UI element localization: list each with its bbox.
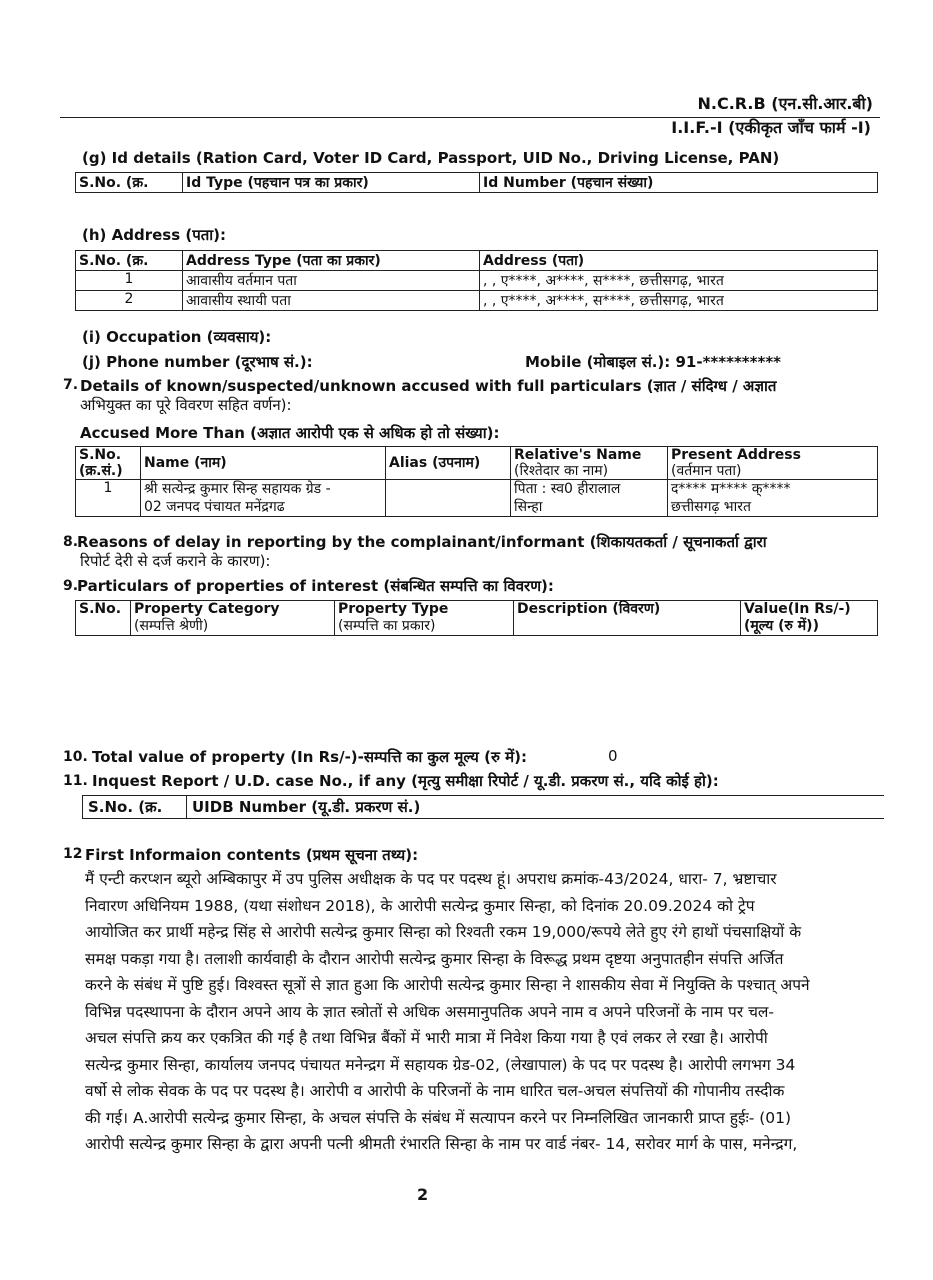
col-id-type: Id Type (पहचान पत्र का प्रकार) <box>183 173 480 193</box>
row-name-line1: श्री सत्येन्द्र कुमार सिन्ह सहायक ग्रेड - <box>144 481 331 497</box>
paragraph-line: आयोजित कर प्रार्थी महेन्द्र सिंह से आरोपी सत्येन्द्र कुमार सिन्हा को रिश्वती रकम 19,000/रूपये लेते हुए रंगे हाथों पंचसाक्षियों के <box>85 923 802 941</box>
id-details-table <box>75 172 878 193</box>
paragraph-line: आरोपी सत्येन्द्र कुमार सिन्हा के द्वारा अपनी पत्नी श्रीमती रंभारति सिन्हा के नाम पर वार्ड नंबर- 14, सरोवर मार्ग के पास, मनेन्द्रग, <box>85 1135 798 1153</box>
section-j-title: (j) Phone number (दूरभाष सं.): <box>82 353 313 371</box>
paragraph-line: सत्येन्द्र कुमार सिन्हा, कार्यालय जनपद पंचायत मनेन्द्रग में सहायक ग्रेड-02, (लेखापाल) के पद पर पदस्थ है। आरोपी लगभग 34 <box>85 1055 796 1074</box>
row-sno: 1 <box>76 480 141 517</box>
section-11-number: 11. <box>63 773 88 789</box>
col-property-type <box>335 601 514 636</box>
row-sno: 2 <box>76 291 183 311</box>
table-row <box>76 480 878 517</box>
col-category-hi: (सम्पत्ति श्रेणी) <box>134 618 209 634</box>
col-alias: Alias (उपनाम) <box>386 447 511 480</box>
col-value-hi: (मूल्य (रु में)) <box>744 618 819 634</box>
col-sno: S.No. (क्र. <box>76 173 183 193</box>
section-9-number: 9. <box>63 578 79 594</box>
accused-more-than: Accused More Than (अज्ञात आरोपी एक से अधिक हो तो संख्या): <box>80 424 500 442</box>
ud-table-divider <box>186 795 187 819</box>
properties-table <box>75 600 878 636</box>
table-row <box>76 291 878 311</box>
row-alias <box>386 480 511 517</box>
row-relative-line2: सिन्हा <box>514 499 543 515</box>
ud-col-sno: S.No. (क्र. <box>88 798 163 816</box>
row-address-line1: द**** म**** क्**** <box>671 481 791 497</box>
row-type: आवासीय स्थायी पता <box>183 291 480 311</box>
col-address-hi: (वर्तमान पता) <box>671 463 742 479</box>
ud-table-top <box>82 795 884 796</box>
row-sno: 1 <box>76 271 183 291</box>
row-address: , , ए****, अ****, स****, छत्तीसगढ़, भारत <box>480 291 878 311</box>
paragraph-line: की गई। A.आरोपी सत्येन्द्र कुमार सिन्हा, के अचल संपत्ति के संबंध में सत्यापन करने पर निम्नलिखित जानकारी प्राप्त हुईः- (01) <box>85 1108 792 1127</box>
address-table <box>75 250 878 311</box>
col-relative-en: Relative's Name <box>514 447 642 463</box>
col-category-en: Property Category <box>134 601 280 617</box>
col-sno-en: S.No. <box>79 447 122 463</box>
paragraph-line: मैं एन्टी करप्शन ब्यूरो अम्बिकापुर में उप पुलिस अधीक्षक के पद पर पदस्थ हूं। अपराध क्रमांक-43/2024, धारा- 7, भ्रष्टाचार <box>85 870 777 888</box>
col-sno: S.No. <box>76 601 131 636</box>
col-present-address <box>668 447 878 480</box>
section-8-title: Reasons of delay in reporting by the complainant/informant (शिकायतकर्ता / सूचनाकर्ता द्वारा <box>77 533 767 551</box>
col-relative-hi: (रिश्तेदार का नाम) <box>514 463 609 479</box>
row-relative-line1: पिता : स्व0 हीरालाल <box>514 481 621 497</box>
section-10-number: 10. <box>63 749 88 765</box>
col-type-en: Property Type <box>338 601 449 617</box>
section-g-title: (g) Id details (Ration Card, Voter ID Card, Passport, UID No., Driving License, PAN) <box>82 149 780 167</box>
ud-table-left <box>82 795 83 819</box>
section-7-number: 7. <box>63 377 79 393</box>
section-9-title: Particulars of properties of interest (संबन्धित सम्पत्ति का विवरण): <box>77 577 554 595</box>
col-category <box>131 601 335 636</box>
col-address-en: Present Address <box>671 447 801 463</box>
section-8-number: 8. <box>63 534 79 550</box>
row-type: आवासीय वर्तमान पता <box>183 271 480 291</box>
fir-contents <box>85 866 885 1158</box>
ud-table-bottom <box>82 818 884 819</box>
row-name <box>141 480 386 517</box>
section-h-title: (h) Address (पता): <box>82 226 227 244</box>
section-7-title: Details of known/suspected/unknown accused with full particulars (ज्ञात / संदिग्ध / अज्ञात <box>80 377 777 395</box>
form-name: I.I.F.-I (एकीकृत जाँच फार्म -I) <box>671 118 871 137</box>
paragraph-line: समक्ष पकड़ा गया है। तलाशी कार्यवाही के दौरान आरोपी सत्येन्द्र कुमार सिन्हा के विरूद्ध प्रथम दृष्टया अनुपातहीन संपत्ति अर्जित <box>85 949 784 968</box>
row-relative <box>511 480 668 517</box>
row-address: , , ए****, अ****, स****, छत्तीसगढ़, भारत <box>480 271 878 291</box>
col-sno-hi: (क्र.सं.) <box>79 463 123 479</box>
col-description: Description (विवरण) <box>514 601 741 636</box>
col-value <box>741 601 878 636</box>
col-id-number: Id Number (पहचान संख्या) <box>480 173 878 193</box>
col-sno: S.No. (क्र. <box>76 251 183 271</box>
col-value-en: Value(In Rs/-) <box>744 601 851 617</box>
paragraph-line: अचल संपत्ति क्रय कर एकत्रित की गई है तथा विभिन्न बैंकों में भारी मात्रा में निवेश किया गया है एवं लकर ले रखा है। आरोपी <box>85 1029 768 1047</box>
mobile-number: Mobile (मोबाइल सं.): 91-********** <box>525 353 782 371</box>
section-7-subtitle: अभियुक्त का पूरे विवरण सहित वर्णन): <box>80 396 292 414</box>
col-address: Address (पता) <box>480 251 878 271</box>
col-sno <box>76 447 141 480</box>
section-12-number: 12 <box>63 846 83 862</box>
paragraph-line: निवारण अधिनियम 1988, (यथा संशोधन 2018), के आरोपी सत्येन्द्र कुमार सिन्हा, को दिनांक 20.09.2024 को ट्रेप <box>85 896 755 915</box>
section-8-subtitle: रिपोर्ट देरी से दर्ज कराने के कारण): <box>80 552 271 570</box>
row-address <box>668 480 878 517</box>
form-agency: N.C.R.B (एन.सी.आर.बी) <box>697 94 873 113</box>
paragraph-line: वर्षो से लोक सेवक के पद पर पदस्थ है। आरोपी व आरोपी के परिजनों के नाम धारित चल-अचल संपत्तियों की गोपानीय तस्दीक <box>85 1082 785 1100</box>
section-i-title: (i) Occupation (व्यवसाय): <box>82 328 272 346</box>
col-address-type: Address Type (पता का प्रकार) <box>183 251 480 271</box>
col-name: Name (नाम) <box>141 447 386 480</box>
section-11-title: Inquest Report / U.D. case No., if any (मृत्यु समीक्षा रिपोर्ट / यू.डी. प्रकरण सं., यदि कोई हो): <box>92 772 719 790</box>
paragraph-line: करने के संबंध में पुष्टि हुई। विश्वस्त सूत्रों से ज्ञात हुआ कि आरोपी सत्येन्द्र कुमार सिन्हा ने शासकीय सेवा में नियुक्ति के पश्चात् अपने <box>85 976 810 994</box>
col-relative <box>511 447 668 480</box>
row-address-line2: छत्तीसगढ़ भारत <box>671 499 751 515</box>
section-10-title: Total value of property (In Rs/-)-सम्पत्ति का कुल मूल्य (रु में): <box>92 748 527 766</box>
accused-table <box>75 446 878 517</box>
table-row <box>76 271 878 291</box>
page-number: 2 <box>417 1185 429 1204</box>
total-property-value: 0 <box>608 747 618 765</box>
section-12-title: First Informaion contents (प्रथम सूचना तथ्य): <box>85 846 419 864</box>
col-type-hi: (सम्पत्ति का प्रकार) <box>338 618 436 634</box>
ud-col-number: UIDB Number (यू.डी. प्रकरण सं.) <box>192 798 421 816</box>
row-name-line2: 02 जनपद पंचायत मनेंद्रगढ <box>144 499 285 515</box>
paragraph-line: विभिन्न पदस्थापना के दौरान अपने आय के ज्ञात स्त्रोतों से अधिक असमानुपतिक अपने नाम व अपने परिजनों के नाम पर चल- <box>85 1002 775 1021</box>
